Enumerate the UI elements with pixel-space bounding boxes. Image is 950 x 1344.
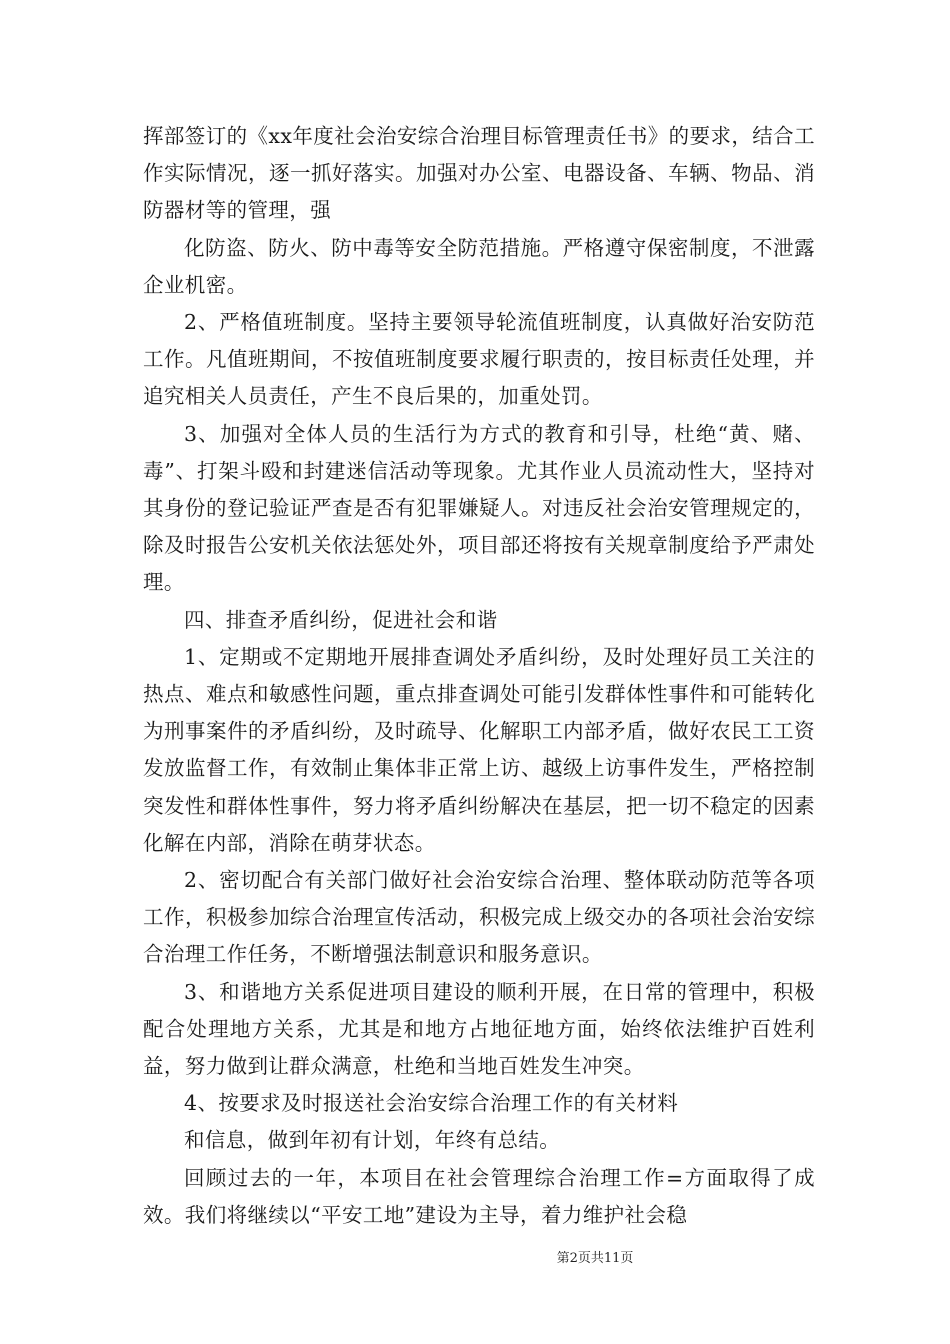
page-footer — [0, 1247, 950, 1266]
document-body — [143, 118, 815, 1234]
paragraph-9: 4、按要求及时报送社会治安综合治理工作的有关材料 — [184, 1091, 679, 1116]
paragraph-7: 2、密切配合有关部门做好社会治安综合治理、整体联动防范等各项工作，积极参加综合治理宣传活动，积极完成上级交办的各项社会治安综合治理工作任务，不断增强法制意识和服务意识。 — [143, 868, 815, 967]
paragraph-4: 3、加强对全体人员的生活行为方式的教育和引导，杜绝“黄、赌、毒”、打架斗殴和封建迷信活动等现象。尤其作业人员流动性大，坚持对其身份的登记验证严查是否有犯罪嫌疑人。对违反社会治安管理规定的，除及时报告公安机关依法惩处外，项目部还将按有关规章制度给予严肃处理。 — [143, 421, 815, 595]
paragraph-6: 1、定期或不定期地开展排查调处矛盾纠纷，及时处理好员工关注的热点、难点和敏感性问题，重点排查调处可能引发群体性事件和可能转化为刑事案件的矛盾纠纷，及时疏导、化解职工内部矛盾，做好农民工工资发放监督工作，有效制止集体非正常上访、越级上访事件发生，严格控制突发性和群体性事件，努力将矛盾纠纷解决在基层，把一切不稳定的因素化解在内部，消除在萌芽状态。 — [143, 644, 815, 855]
paragraph-3: 2、严格值班制度。坚持主要领导轮流值班制度，认真做好治安防范工作。凡值班期间，不按值班制度要求履行职责的，按目标责任处理，并追究相关人员责任，产生不良后果的，加重处罚。 — [143, 310, 815, 409]
paragraph-1: 挥部签订的《xx年度社会治安综合治理目标管理责任书》的要求，结合工作实际情况，逐一抓好落实。加强对办公室、电器设备、车辆、物品、消防器材等的管理，强 — [143, 124, 815, 223]
page-number-label: 第2页共11页 — [556, 1251, 634, 1266]
section-heading-4: 四、排查矛盾纠纷，促进社会和谐 — [184, 607, 498, 632]
paragraph-8: 3、和谐地方关系促进项目建设的顺利开展，在日常的管理中，积极配合处理地方关系，尤其是和地方占地征地方面，始终依法维护百姓利益，努力做到让群众满意，杜绝和当地百姓发生冲突。 — [143, 979, 815, 1079]
paragraph-11: 回顾过去的一年，本项目在社会管理综合治理工作=方面取得了成效。我们将继续以“平安工地”建设为主导，着力维护社会稳 — [143, 1165, 815, 1227]
paragraph-2: 化防盗、防火、防中毒等安全防范措施。严格遵守保密制度，不泄露企业机密。 — [143, 235, 815, 297]
paragraph-10: 和信息，做到年初有计划，年终有总结。 — [184, 1128, 561, 1153]
